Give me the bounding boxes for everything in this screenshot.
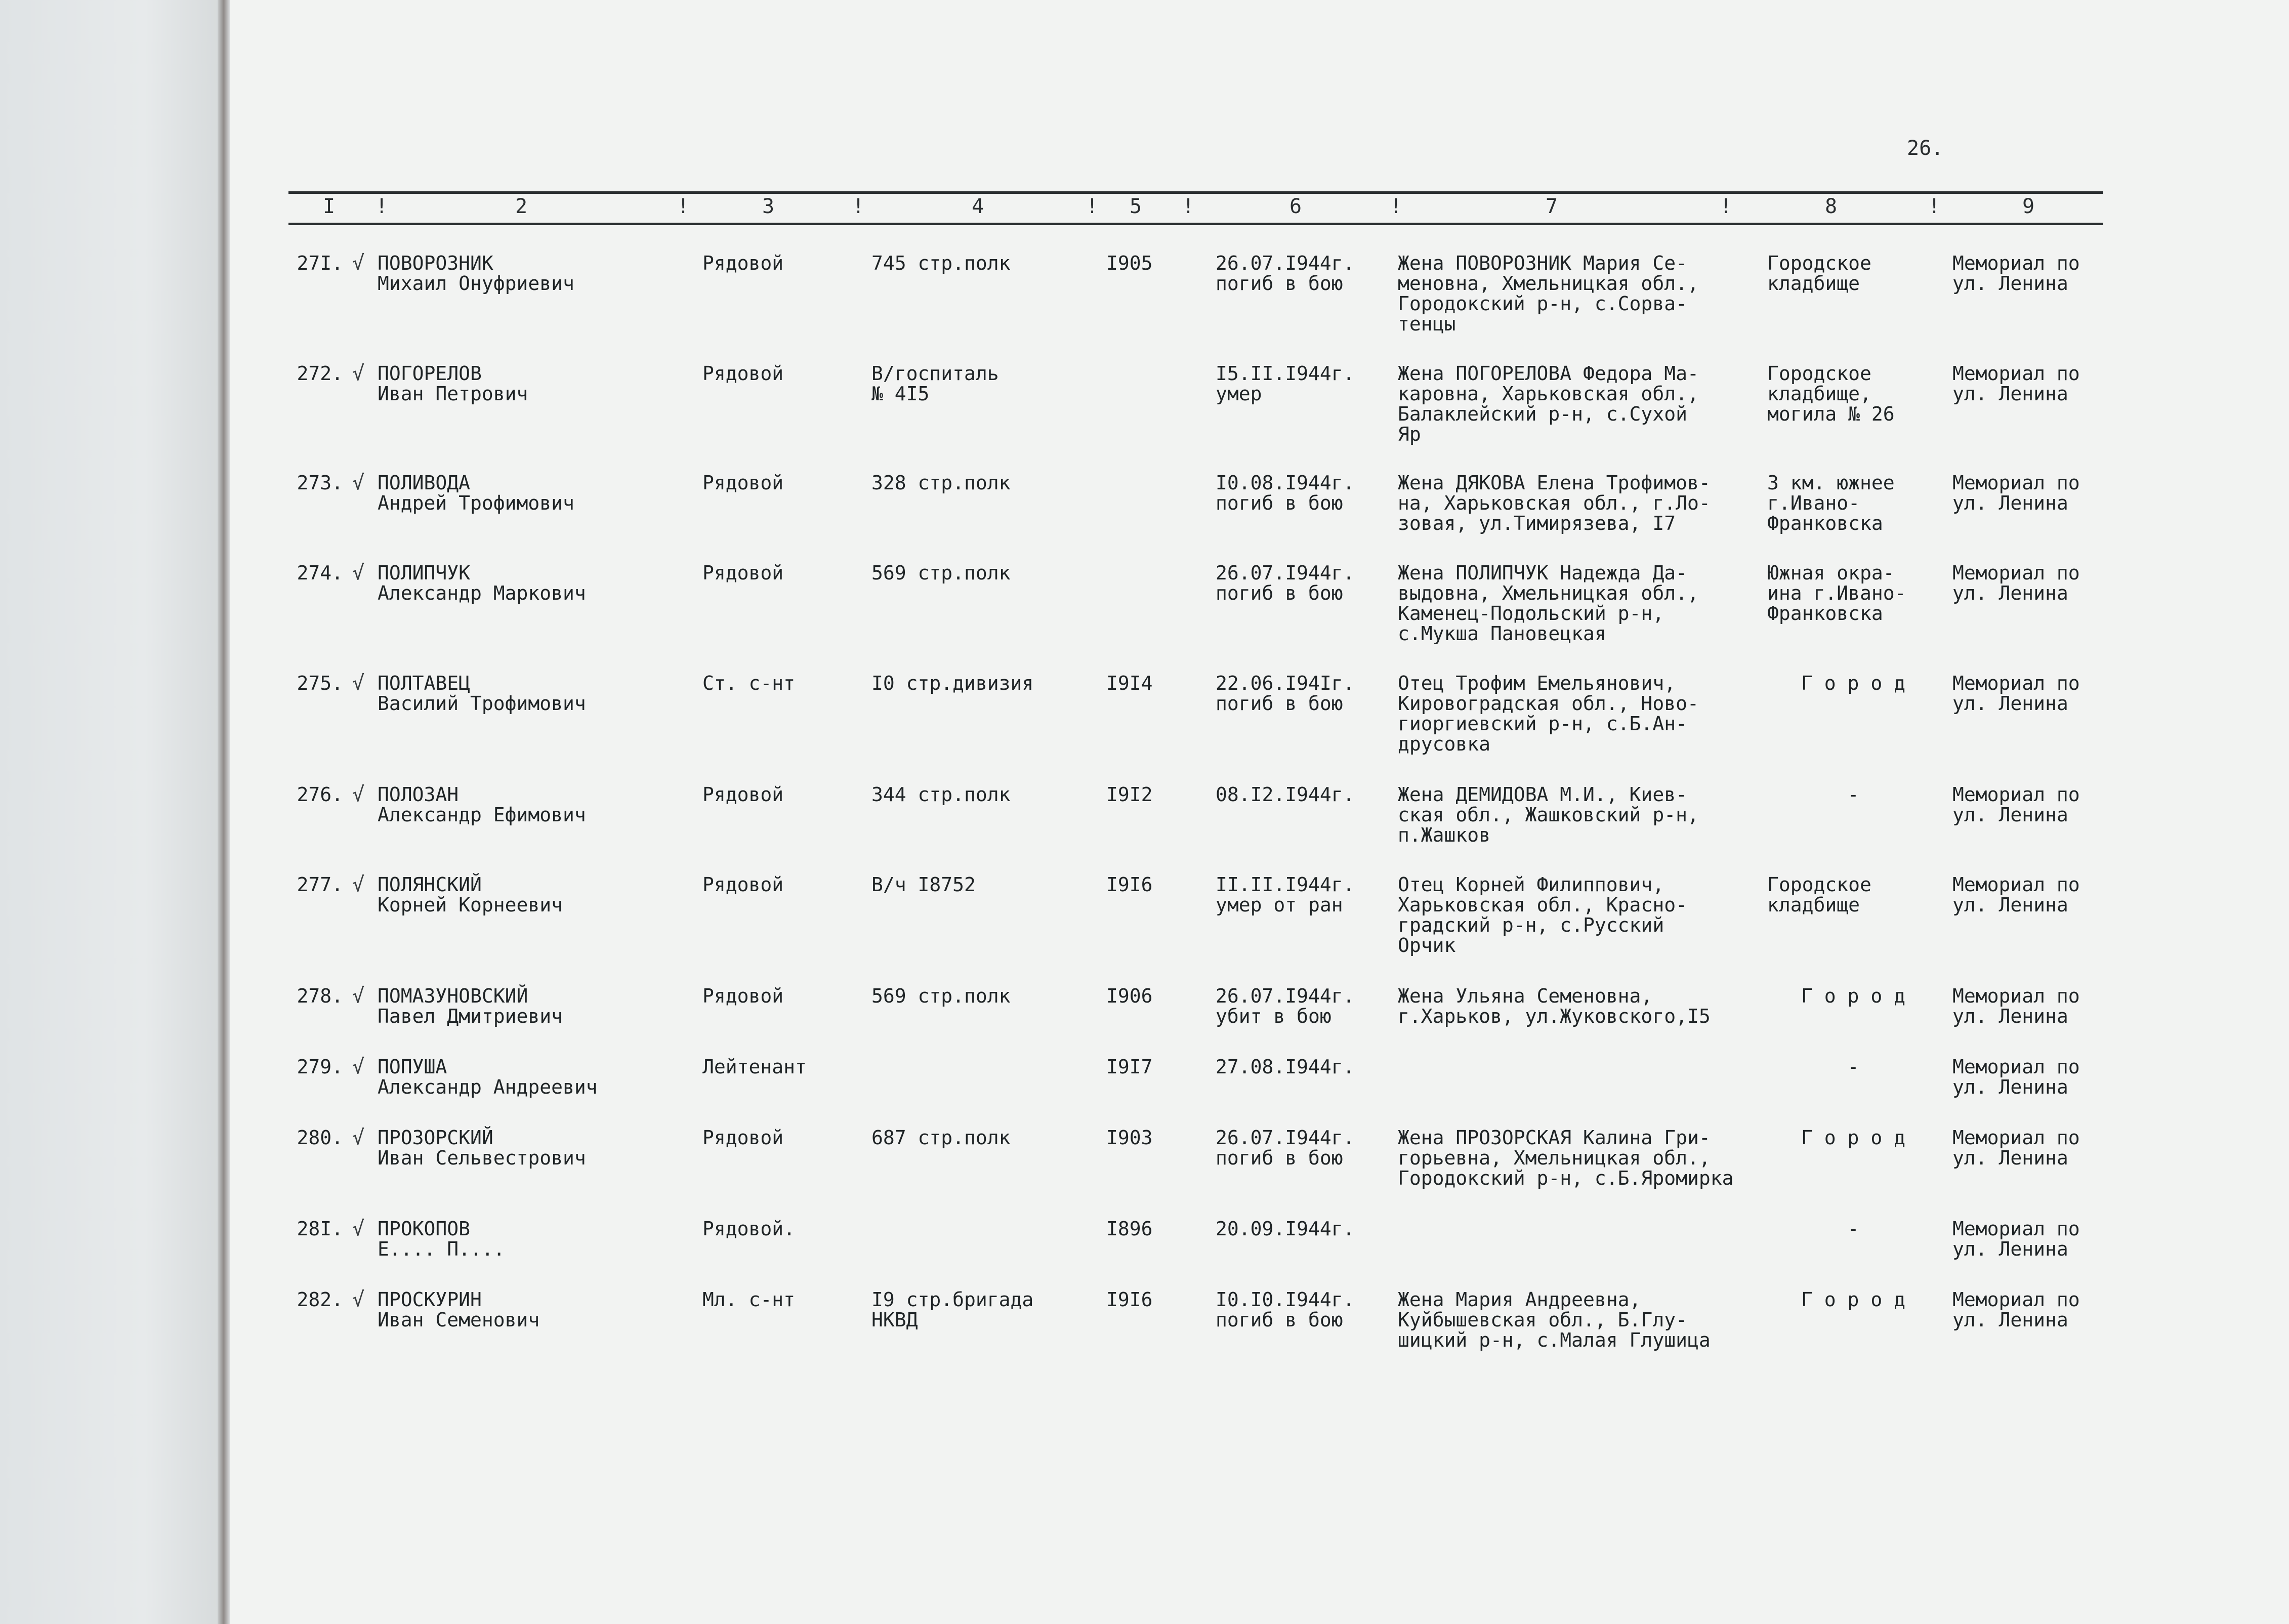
- birth-year: I906: [1106, 985, 1153, 1007]
- record-number: 279.: [297, 1056, 343, 1078]
- military-rank: Рядовой: [702, 1127, 784, 1149]
- full-name: ПРОКОПОВ Е.... П....: [378, 1218, 505, 1260]
- military-unit: I0 стр.дивизия: [871, 672, 1034, 694]
- memorial-place: Мемориал по ул. Ленина: [1952, 252, 2080, 295]
- death-date: 08.I2.I944г.: [1216, 783, 1355, 806]
- relatives-info: Жена ДЯКОВА Елена Трофимов- на, Харьковская обл., г.Ло- зовая, ул.Тимирязева, I7: [1398, 472, 1711, 534]
- relatives-info: Жена Мария Андреевна, Куйбышевская обл., Б.Глу- шицкий р-н, с.Малая Глушица: [1398, 1288, 1711, 1351]
- check-mark: √: [352, 783, 365, 806]
- death-date: 26.07.I944г. убит в бою: [1216, 985, 1355, 1027]
- record-number: 275.: [297, 672, 343, 694]
- burial-place: -: [1847, 1056, 1859, 1078]
- column-separator: !: [1086, 195, 1099, 218]
- full-name: ПОМАЗУНОВСКИЙ Павел Дмитриевич: [378, 985, 563, 1027]
- column-header-3: 3: [762, 195, 775, 218]
- full-name: ПОГОРЕЛОВ Иван Петрович: [378, 362, 528, 405]
- military-rank: Рядовой: [702, 362, 784, 385]
- military-unit: 328 стр.полк: [871, 472, 1011, 494]
- relatives-info: Жена ПРОЗОРСКАЯ Калина Гри- горьевна, Хмельницкая обл., Городокский р-н, с.Б.Яромирка: [1398, 1127, 1734, 1189]
- full-name: ПОЛОЗАН Александр Ефимович: [378, 783, 586, 826]
- military-rank: Мл. с-нт: [702, 1288, 796, 1311]
- check-mark: √: [352, 471, 365, 494]
- burial-place: Г о р о д: [1801, 985, 1905, 1007]
- military-rank: Рядовой: [702, 783, 784, 806]
- full-name: ПОЛИВОДА Андрей Трофимович: [378, 472, 574, 514]
- record-number: 274.: [297, 562, 343, 584]
- check-mark: √: [352, 252, 365, 275]
- death-date: II.II.I944г. умер от ран: [1216, 873, 1355, 916]
- record-number: 278.: [297, 985, 343, 1007]
- military-unit: В/госпиталь № 4I5: [871, 362, 999, 405]
- relatives-info: Жена ДЕМИДОВА М.И., Киев- ская обл., Жашковский р-н, п.Жашков: [1398, 783, 1699, 846]
- column-header-1: I: [322, 195, 336, 218]
- burial-place: Г о р о д: [1801, 1127, 1905, 1149]
- book-spine: [218, 0, 230, 1624]
- relatives-info: Жена ПОВОРОЗНИК Мария Се- меновна, Хмельницкая обл., Городокский р-н, с.Сорва- тенцы: [1398, 252, 1699, 335]
- burial-place: Г о р о д: [1801, 672, 1905, 694]
- birth-year: I9I6: [1106, 1288, 1153, 1311]
- record-number: 277.: [297, 873, 343, 896]
- military-rank: Рядовой: [702, 873, 784, 896]
- header-top-rule: [288, 191, 2103, 194]
- column-header-8: 8: [1824, 195, 1838, 218]
- check-mark: √: [352, 1055, 365, 1078]
- burial-place: Г о р о д: [1801, 1288, 1905, 1311]
- memorial-place: Мемориал по ул. Ленина: [1952, 672, 2080, 715]
- relatives-info: Отец Трофим Емельянович, Кировоградская обл., Ново- гиоргиевский р-н, с.Б.Ан- друсовка: [1398, 672, 1699, 755]
- death-date: I0.08.I944г. погиб в бою: [1216, 472, 1355, 514]
- military-rank: Лейтенант: [702, 1056, 807, 1078]
- memorial-place: Мемориал по ул. Ленина: [1952, 362, 2080, 405]
- birth-year: I9I6: [1106, 873, 1153, 896]
- full-name: ПРОСКУРИН Иван Семенович: [378, 1288, 540, 1331]
- record-number: 282.: [297, 1288, 343, 1311]
- record-number: 28I.: [297, 1218, 343, 1240]
- check-mark: √: [352, 873, 365, 896]
- memorial-place: Мемориал по ул. Ленина: [1952, 1288, 2080, 1331]
- column-header-6: 6: [1289, 195, 1302, 218]
- check-mark: √: [352, 672, 365, 695]
- column-separator: !: [1720, 195, 1732, 218]
- relatives-info: Жена Ульяна Семеновна, г.Харьков, ул.Жуковского,I5: [1398, 985, 1711, 1027]
- birth-year: I903: [1106, 1127, 1153, 1149]
- check-mark: √: [352, 561, 365, 585]
- memorial-place: Мемориал по ул. Ленина: [1952, 1127, 2080, 1169]
- military-rank: Рядовой.: [702, 1218, 796, 1240]
- column-separator: !: [1390, 195, 1402, 218]
- military-unit: I9 стр.бригада НКВД: [871, 1288, 1034, 1331]
- memorial-place: Мемориал по ул. Ленина: [1952, 1218, 2080, 1260]
- record-number: 273.: [297, 472, 343, 494]
- military-rank: Рядовой: [702, 252, 784, 274]
- check-mark: √: [352, 1288, 365, 1311]
- death-date: 22.06.I94Iг. погиб в бою: [1216, 672, 1355, 715]
- military-unit: 569 стр.полк: [871, 562, 1011, 584]
- military-rank: Рядовой: [702, 985, 784, 1007]
- military-rank: Рядовой: [702, 472, 784, 494]
- check-mark: √: [352, 1126, 365, 1149]
- check-mark: √: [352, 362, 365, 385]
- page-number: 26.: [1907, 137, 1944, 160]
- record-number: 280.: [297, 1127, 343, 1149]
- military-rank: Ст. с-нт: [702, 672, 796, 694]
- full-name: ПОВОРОЗНИК Михаил Онуфриевич: [378, 252, 574, 295]
- column-separator: !: [1928, 195, 1941, 218]
- header-bottom-rule: [288, 223, 2103, 225]
- memorial-place: Мемориал по ул. Ленина: [1952, 472, 2080, 514]
- relatives-info: Отец Корней Филиппович, Харьковская обл., Красно- градский р-н, с.Русский Орчик: [1398, 873, 1687, 956]
- record-number: 276.: [297, 783, 343, 806]
- burial-place: -: [1847, 1218, 1859, 1240]
- death-date: 27.08.I944г.: [1216, 1056, 1355, 1078]
- burial-place: Южная окра- ина г.Ивано- Франковска: [1767, 562, 1906, 624]
- record-number: 272.: [297, 362, 343, 385]
- record-number: 27I.: [297, 252, 343, 274]
- column-header-9: 9: [2022, 195, 2035, 218]
- military-unit: 344 стр.полк: [871, 783, 1011, 806]
- full-name: ПРОЗОРСКИЙ Иван Сельвестрович: [378, 1127, 586, 1169]
- death-date: 26.07.I944г. погиб в бою: [1216, 252, 1355, 295]
- military-rank: Рядовой: [702, 562, 784, 584]
- memorial-place: Мемориал по ул. Ленина: [1952, 783, 2080, 826]
- death-date: I0.I0.I944г. погиб в бою: [1216, 1288, 1355, 1331]
- military-unit: 745 стр.полк: [871, 252, 1011, 274]
- column-separator: !: [1182, 195, 1195, 218]
- military-unit: 569 стр.полк: [871, 985, 1011, 1007]
- column-header-7: 7: [1545, 195, 1558, 218]
- birth-year: I9I7: [1106, 1056, 1153, 1078]
- memorial-place: Мемориал по ул. Ленина: [1952, 873, 2080, 916]
- full-name: ПОПУША Александр Андреевич: [378, 1056, 598, 1098]
- column-header-5: 5: [1129, 195, 1142, 218]
- death-date: 26.07.I944г. погиб в бою: [1216, 562, 1355, 604]
- check-mark: √: [352, 1217, 365, 1240]
- birth-year: I9I4: [1106, 672, 1153, 694]
- column-separator: !: [852, 195, 865, 218]
- death-date: I5.II.I944г. умер: [1216, 362, 1355, 405]
- memorial-place: Мемориал по ул. Ленина: [1952, 1056, 2080, 1098]
- memorial-place: Мемориал по ул. Ленина: [1952, 562, 2080, 604]
- military-unit: 687 стр.полк: [871, 1127, 1011, 1149]
- birth-year: I9I2: [1106, 783, 1153, 806]
- burial-place: Городское кладбище, могила № 26: [1767, 362, 1895, 425]
- column-separator: !: [677, 195, 690, 218]
- column-header-2: 2: [515, 195, 528, 218]
- burial-place: Городское кладбище: [1767, 873, 1871, 916]
- burial-place: Городское кладбище: [1767, 252, 1871, 295]
- full-name: ПОЛЯНСКИЙ Корней Корнеевич: [378, 873, 563, 916]
- death-date: 26.07.I944г. погиб в бою: [1216, 1127, 1355, 1169]
- relatives-info: Жена ПОГОРЕЛОВА Федора Ма- каровна, Харьковская обл., Балаклейский р-н, с.Сухой Яр: [1398, 362, 1699, 445]
- full-name: ПОЛИПЧУК Александр Маркович: [378, 562, 586, 604]
- burial-place: -: [1847, 783, 1859, 806]
- birth-year: I905: [1106, 252, 1153, 274]
- birth-year: I896: [1106, 1218, 1153, 1240]
- relatives-info: Жена ПОЛИПЧУК Надежда Да- выдовна, Хмельницкая обл., Каменец-Подольский р-н, с.Мукша Пановецкая: [1398, 562, 1699, 645]
- check-mark: √: [352, 984, 365, 1008]
- column-header-4: 4: [971, 195, 984, 218]
- column-separator: !: [376, 195, 388, 218]
- full-name: ПОЛТАВЕЦ Василий Трофимович: [378, 672, 586, 715]
- memorial-place: Мемориал по ул. Ленина: [1952, 985, 2080, 1027]
- burial-place: 3 км. южнее г.Ивано- Франковска: [1767, 472, 1895, 534]
- death-date: 20.09.I944г.: [1216, 1218, 1355, 1240]
- previous-page-margin: [0, 0, 223, 1624]
- military-unit: В/ч I8752: [871, 873, 976, 896]
